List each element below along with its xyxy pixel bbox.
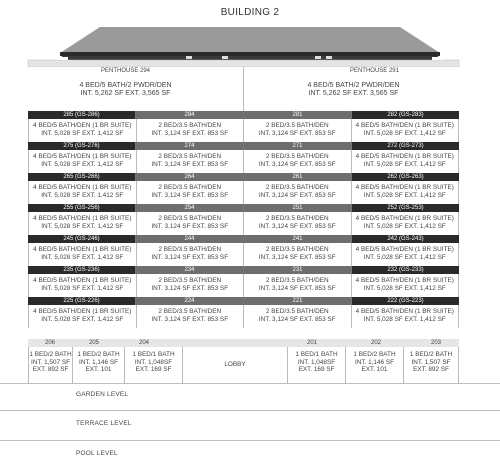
unit-ext: EXT. 101 [85,366,112,373]
floor-row [28,266,459,297]
unit-number-band [28,204,459,212]
unit-4-bed [29,212,137,235]
terrace-level-label: TERRACE LEVEL [76,420,132,427]
unit-ext: EXT. 101 [361,366,388,373]
unit-area: INT. 3,124 SF EXT. 853 SF [151,222,229,230]
unit-number: 232 (GS-233) [387,267,424,273]
garden-level-label: GARDEN LEVEL [76,391,129,398]
unit-2-bed [137,243,245,266]
unit-area: INT. 3,124 SF EXT. 853 SF [258,253,336,261]
unit-4-bed [29,243,137,266]
unit-4-bed [29,305,137,328]
unit-type: 2 BED/3.5 BATH/DEN [158,122,222,129]
unit-type: 4 BED/5 BATH/DEN (1 BR SUITE) [33,122,132,129]
unit-area: INT. 5,028 SF EXT. 1,412 SF [41,253,124,261]
unit-area: INT. 5,028 SF EXT. 1,412 SF [41,284,124,292]
unit-type: 2 BED/3.5 BATH/DEN [158,153,222,160]
unit-type: 2 BED/3.5 BATH/DEN [265,122,329,129]
unit-4-bed [352,119,459,142]
unit-number-band [28,111,459,119]
floor-units [28,150,459,173]
unit-number: 204 [138,340,150,346]
unit-number: 241 [244,235,352,243]
unit-2-bed [244,181,352,204]
unit-area: INT. 3,124 SF EXT. 853 SF [258,315,336,323]
unit-4-bed [352,212,459,235]
unit-type: 2 BED/3.5 BATH/DEN [265,184,329,191]
unit-number: 281 [244,111,352,119]
unit-int: INT. 1,507 SF [30,358,71,366]
unit-4-bed [352,305,459,328]
unit-type: 4 BED/5 BATH/DEN (1 BR SUITE) [355,215,454,222]
unit-area: INT. 3,124 SF EXT. 853 SF [151,253,229,261]
unit-area: INT. 5,028 SF EXT. 1,412 SF [363,222,446,230]
unit-type: 2 BED/3.5 BATH/DEN [158,184,222,191]
unit-number: 224 [136,297,244,305]
floor-units [28,305,459,328]
ground-number-band [28,339,459,347]
unit-area: INT. 5,028 SF EXT. 1,412 SF [363,315,446,323]
penthouse-details [28,82,243,98]
unit-area: INT. 5,028 SF EXT. 1,412 SF [363,284,446,292]
building-title: BUILDING 2 [220,7,280,18]
unit-type: 4 BED/5 BATH/DEN (1 BR SUITE) [355,246,454,253]
unit-area: INT. 5,028 SF EXT. 1,412 SF [41,191,124,199]
unit-2-bed [137,274,245,297]
unit-area: INT. 3,124 SF EXT. 853 SF [151,129,229,137]
lobby: LOBBY [183,347,288,383]
ground-unit-206 [28,347,73,383]
unit-4-bed [29,274,137,297]
floor-units [28,181,459,204]
roof-graphic [0,0,500,70]
unit-type: 1 BED/2 BATH [29,351,72,358]
unit-number: 285 (GS-286) [28,111,136,119]
unit-type: 1 BED/2 BATH [353,351,396,358]
penthouse-294 [28,67,244,111]
floor-units [28,119,459,142]
unit-number: 265 (GS-266) [28,173,136,181]
unit-type: 1 BED/2 BATH [77,351,120,358]
unit-type: 4 BED/5 BATH/DEN (1 BR SUITE) [33,308,132,315]
floor-units [28,243,459,266]
unit-number: 255 (GS-256) [28,204,136,212]
unit-number: 272 (GS-273) [387,143,424,149]
ground-unit-201 [288,347,346,383]
unit-number-band [28,173,459,181]
unit-area: INT. 5,028 SF EXT. 1,412 SF [363,191,446,199]
unit-2-bed [137,150,245,173]
unit-type: 4 BED/5 BATH/DEN (1 BR SUITE) [355,122,454,129]
unit-2-bed [244,150,352,173]
penthouse-type: 4 BED/5 BATH/2 PWDR/DEN [79,82,172,89]
unit-number: 225 (GS-226) [28,297,136,305]
unit-number: 206 [44,340,56,346]
unit-number: 202 [370,340,382,346]
unit-number: 271 [244,142,352,150]
ground-floor [28,339,459,383]
level-divider [0,383,500,384]
unit-type: 4 BED/5 BATH/DEN (1 BR SUITE) [355,153,454,160]
unit-number: 242 (GS-243) [387,236,424,242]
unit-type: 4 BED/5 BATH/DEN (1 BR SUITE) [33,215,132,222]
unit-4-bed [29,119,137,142]
unit-ext: EXT. 169 SF [135,366,172,373]
unit-number: 205 [88,340,100,346]
unit-type: 1 BED/1 BATH [132,351,175,358]
unit-area: INT. 5,028 SF EXT. 1,412 SF [363,129,446,137]
unit-4-bed [352,181,459,204]
unit-type: 2 BED/3.5 BATH/DEN [265,246,329,253]
unit-area: INT. 5,028 SF EXT. 1,412 SF [41,160,124,168]
unit-type: 4 BED/5 BATH/DEN (1 BR SUITE) [33,277,132,284]
ground-unit-205 [73,347,125,383]
penthouse-label: PENTHOUSE 294 [100,68,151,74]
unit-int: INT. 1,048SF [134,358,173,366]
penthouse-type: 4 BED/5 BATH/2 PWDR/DEN [307,82,400,89]
unit-4-bed [352,243,459,266]
unit-type: 4 BED/5 BATH/DEN (1 BR SUITE) [33,153,132,160]
floor-row [28,204,459,235]
unit-type: 1 BED/1 BATH [295,351,338,358]
ground-unit-204 [125,347,183,383]
ground-unit-202 [346,347,404,383]
unit-4-bed [29,150,137,173]
unit-4-bed [352,150,459,173]
floor-row [28,173,459,204]
floor-units [28,212,459,235]
unit-area: INT. 5,028 SF EXT. 1,412 SF [41,129,124,137]
unit-ext: EXT. 169 SF [298,366,335,373]
unit-2-bed [137,119,245,142]
unit-type: 2 BED/3.5 BATH/DEN [158,246,222,253]
unit-area: INT. 3,124 SF EXT. 853 SF [258,284,336,292]
penthouse-area: INT. 5,262 SF EXT. 3,565 SF [80,90,171,97]
roof [0,0,500,70]
unit-number: 234 [136,266,244,274]
level-divider [0,440,500,441]
unit-area: INT. 3,124 SF EXT. 853 SF [258,222,336,230]
unit-number-band [28,142,459,150]
unit-type: 4 BED/5 BATH/DEN (1 BR SUITE) [355,184,454,191]
unit-type: 2 BED/3.5 BATH/DEN [158,308,222,315]
unit-2-bed [137,305,245,328]
unit-type: 2 BED/3.5 BATH/DEN [158,277,222,284]
unit-type: 2 BED/3.5 BATH/DEN [158,215,222,222]
unit-number: 221 [244,297,352,305]
unit-number: 261 [244,173,352,181]
unit-type: 2 BED/3.5 BATH/DEN [265,277,329,284]
unit-2-bed [244,305,352,328]
unit-int: INT. 1,048SF [297,358,336,366]
unit-2-bed [244,119,352,142]
floor-row [28,235,459,266]
floor-units [28,274,459,297]
unit-2-bed [244,274,352,297]
unit-number: 245 (GS-246) [28,235,136,243]
unit-number: 251 [244,204,352,212]
unit-2-bed [244,212,352,235]
unit-area: INT. 3,124 SF EXT. 853 SF [151,191,229,199]
unit-4-bed [352,274,459,297]
unit-type: 4 BED/5 BATH/DEN (1 BR SUITE) [33,246,132,253]
unit-2-bed [244,243,352,266]
floor-row [28,297,459,328]
unit-ext: EXT. 892 SF [32,366,69,373]
unit-number: 222 (GS-223) [387,298,424,304]
unit-number: 282 (GS-283) [387,112,424,118]
unit-int: INT. 1,146 SF [354,358,395,366]
floor-row [28,111,459,142]
unit-number-band [28,297,459,305]
unit-area: INT. 5,028 SF EXT. 1,412 SF [363,253,446,261]
unit-area: INT. 3,124 SF EXT. 853 SF [151,284,229,292]
unit-number: 264 [136,173,244,181]
unit-4-bed [29,181,137,204]
floor-row [28,142,459,173]
unit-type: 2 BED/3.5 BATH/DEN [265,215,329,222]
unit-number: 244 [136,235,244,243]
unit-area: INT. 5,028 SF EXT. 1,412 SF [363,160,446,168]
unit-number: 235 (GS-236) [28,266,136,274]
unit-2-bed [137,181,245,204]
unit-type: 4 BED/5 BATH/DEN (1 BR SUITE) [355,277,454,284]
unit-number-band [28,266,459,274]
level-divider [0,410,500,411]
unit-type: 4 BED/5 BATH/DEN (1 BR SUITE) [33,184,132,191]
ground-unit-203 [404,347,459,383]
unit-area: INT. 3,124 SF EXT. 853 SF [151,315,229,323]
penthouse-label: PENTHOUSE 291 [349,68,399,74]
unit-number: 254 [136,204,244,212]
unit-2-bed [137,212,245,235]
unit-type: 2 BED/3.5 BATH/DEN [265,308,329,315]
unit-number: 284 [136,111,244,119]
unit-area: INT. 3,124 SF EXT. 853 SF [151,160,229,168]
penthouse-details [244,82,459,98]
unit-type: 2 BED/3.5 BATH/DEN [265,153,329,160]
unit-type: 4 BED/5 BATH/DEN (1 BR SUITE) [355,308,454,315]
unit-number: 262 (GS-263) [387,174,424,180]
unit-int: INT. 1,146 SF [78,358,119,366]
penthouse-area: INT. 5,262 SF EXT. 3,565 SF [308,90,399,97]
unit-area: INT. 3,124 SF EXT. 853 SF [258,129,336,137]
unit-number: 274 [136,142,244,150]
unit-area: INT. 3,124 SF EXT. 853 SF [258,160,336,168]
penthouse-291 [244,67,459,111]
ground-units [28,347,459,383]
unit-type: 1 BED/2 BATH [409,351,453,358]
unit-area: INT. 5,028 SF EXT. 1,412 SF [41,315,124,323]
unit-area: INT. 3,124 SF EXT. 853 SF [258,191,336,199]
unit-int: INT. 1,507 SF [411,358,451,366]
unit-number: 252 (GS-253) [387,205,424,211]
unit-area: INT. 5,028 SF EXT. 1,412 SF [41,222,124,230]
unit-number: 231 [244,266,352,274]
unit-ext: EXT. 892 SF [413,366,449,373]
unit-number-band [28,235,459,243]
pool-level-label: POOL LEVEL [76,450,118,457]
unit-number: 201 [306,340,318,346]
unit-number: 203 [430,340,442,346]
unit-number: 275 (GS-276) [28,142,136,150]
penthouse-row [28,67,459,111]
